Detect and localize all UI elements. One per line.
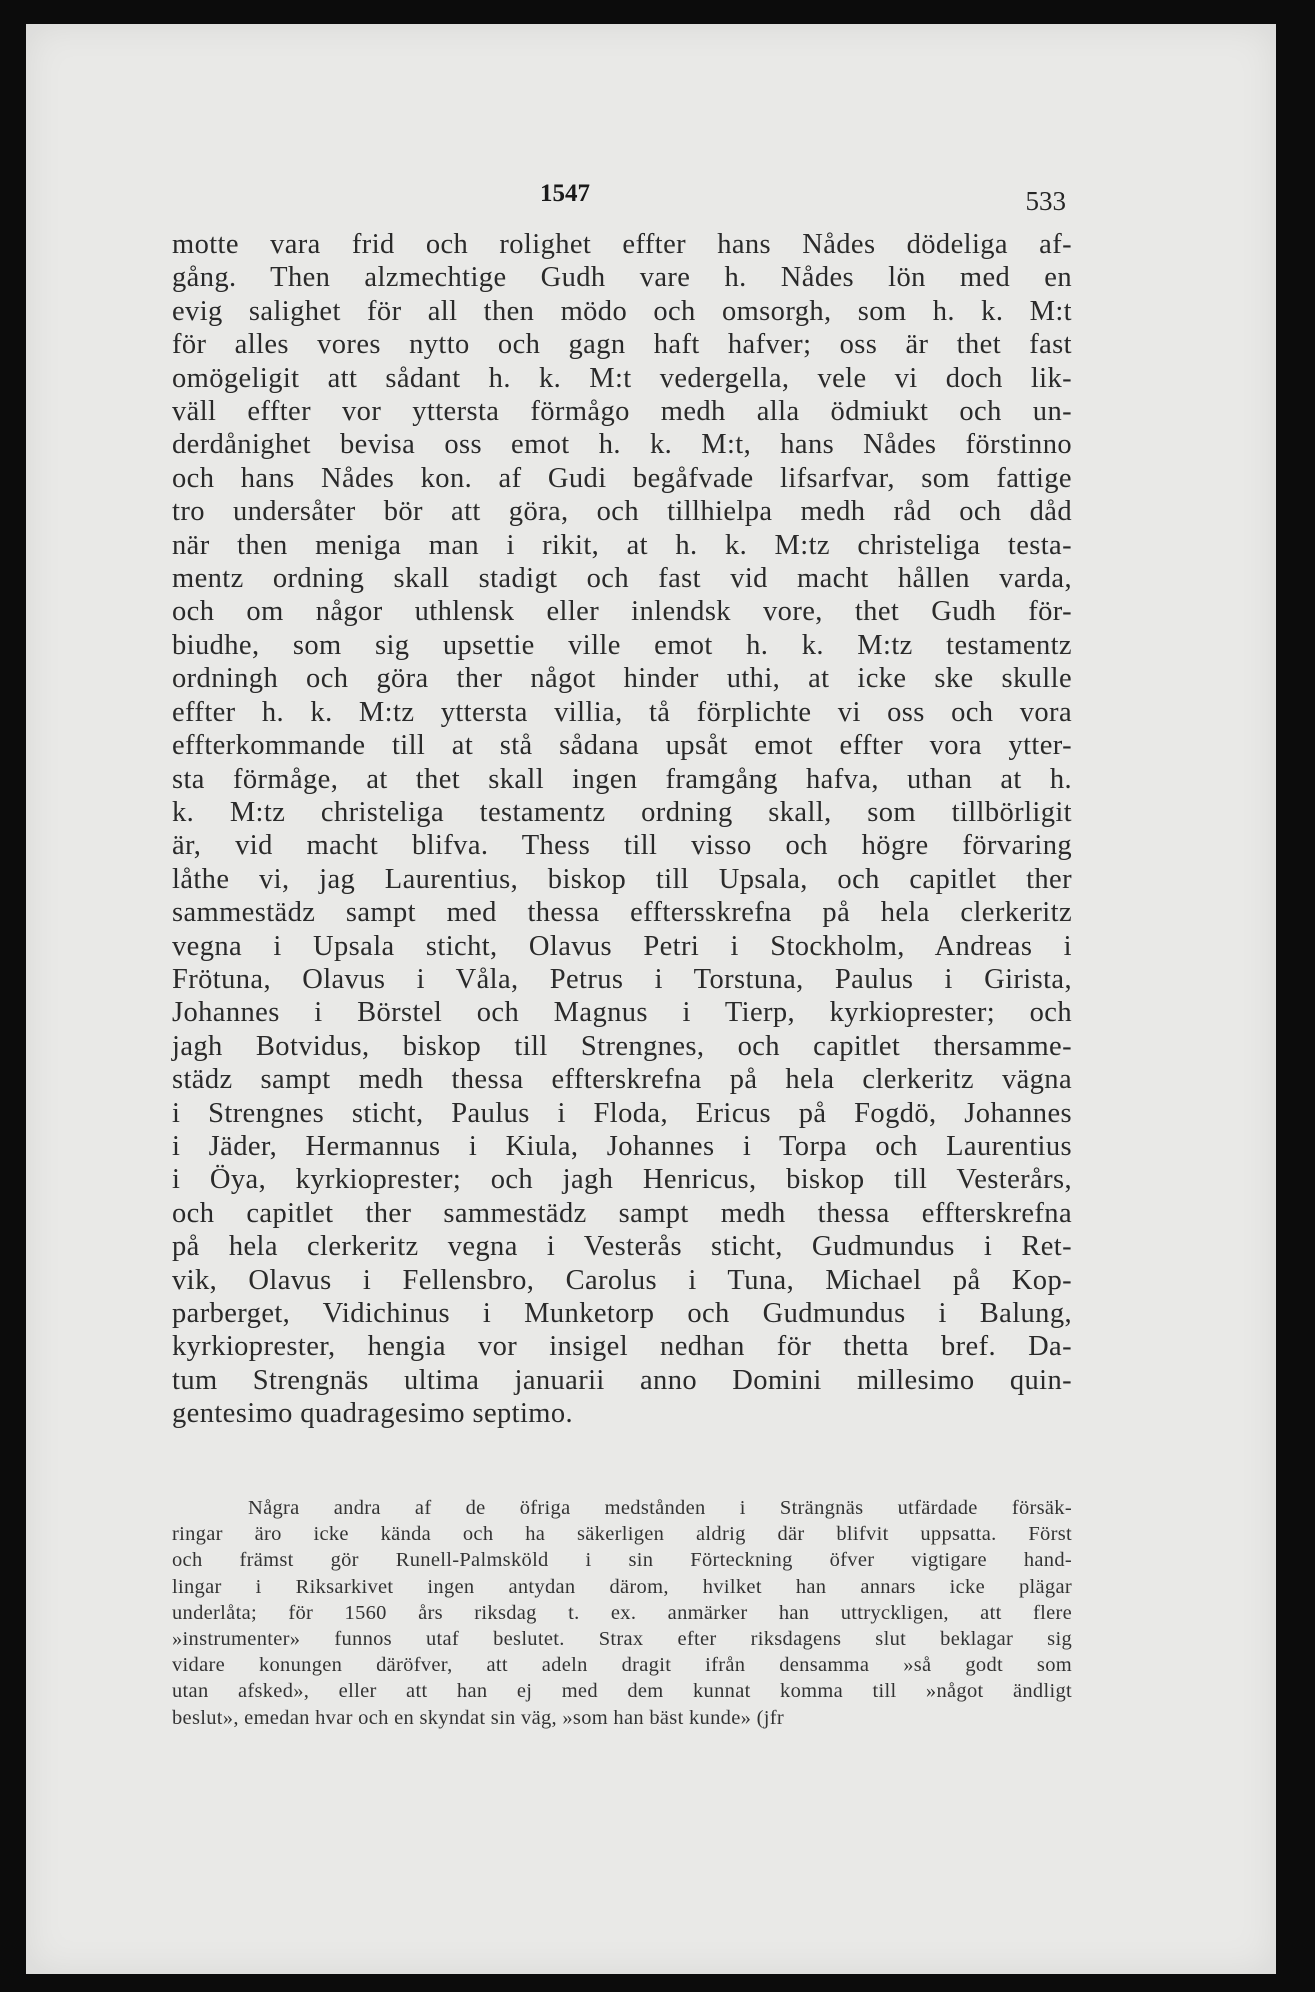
- text-line: i Strengnes sticht, Paulus i Floda, Ericus på Fogdö, Johannes: [172, 1097, 1072, 1129]
- text-line: vegna i Upsala sticht, Olavus Petri i Stockholm, Andreas i: [172, 930, 1072, 962]
- text-line: gång. Then alzmechtige Gudh vare h. Nådes lön med en: [172, 262, 1072, 294]
- footnote-line: ringar äro icke kända och ha säkerligen aldrig där blifvit uppsatta. Först: [172, 1523, 1072, 1546]
- text-line: tro undersåter bör att göra, och tillhielpa medh råd och dåd: [172, 496, 1072, 528]
- footnote-line: Några andra af de öfriga medstånden i Strängnäs utfärdade försäk-: [248, 1497, 1072, 1519]
- text-line: i Öya, kyrkioprester; och jagh Henricus, biskop till Vesterårs,: [172, 1164, 1072, 1196]
- footnote-line: beslut», emedan hvar och en skyndat sin väg, »som han bäst kunde» (jfr: [172, 1706, 784, 1729]
- footnote-line: utan afsked», eller att han ej med dem kunnat komma till »något ändligt: [172, 1680, 1072, 1703]
- text-line: vik, Olavus i Fellensbro, Carolus i Tuna, Michael på Kop-: [172, 1264, 1072, 1296]
- text-line: gentesimo quadragesimo septimo.: [172, 1398, 574, 1430]
- text-line: Johannes i Börstel och Magnus i Tierp, kyrkioprester; och: [172, 997, 1072, 1029]
- text-line: städz sampt medh thessa effterskrefna på hela clerkeritz vägna: [172, 1064, 1072, 1096]
- text-line: ordningh och göra ther något hinder uthi, at icke ske skulle: [172, 663, 1072, 695]
- footnote: [172, 1495, 1072, 1731]
- document-page: [26, 24, 1276, 1974]
- text-line: kyrkioprester, hengia vor insigel nedhan för thetta bref. Da-: [172, 1331, 1072, 1363]
- text-line: låthe vi, jag Laurentius, biskop till Upsala, och capitlet ther: [172, 863, 1072, 895]
- text-line: k. M:tz christeliga testamentz ordning skall, som tillbörligit: [172, 796, 1072, 828]
- text-line: tum Strengnäs ultima januarii anno Domini millesimo quin-: [172, 1364, 1072, 1396]
- text-line: och capitlet ther sammestädz sampt medh thessa effterskrefna: [172, 1197, 1072, 1229]
- running-head-year: 1547: [540, 180, 590, 207]
- text-line: effter h. k. M:tz yttersta villia, tå förplichte vi oss och vora: [172, 696, 1072, 728]
- text-line: på hela clerkeritz vegna i Vesterås sticht, Gudmundus i Ret-: [172, 1231, 1072, 1263]
- text-line: omögeligit att sådant h. k. M:t vedergella, vele vi doch lik-: [172, 362, 1072, 394]
- text-line: motte vara frid och rolighet effter hans Nådes dödeliga af-: [172, 229, 1072, 260]
- text-line: sammestädz sampt med thessa efftersskrefna på hela clerkeritz: [172, 897, 1072, 929]
- text-line: biudhe, som sig upsettie ville emot h. k. M:tz testamentz: [172, 629, 1072, 661]
- text-line: evig salighet för all then mödo och omsorgh, som h. k. M:t: [172, 295, 1072, 327]
- text-line: väll effter vor yttersta förmågo medh alla ödmiukt och un-: [172, 396, 1072, 428]
- main-text: [172, 228, 1072, 1431]
- text-line: och hans Nådes kon. af Gudi begåfvade lifsarfvar, som fattige: [172, 462, 1072, 494]
- text-line: i Jäder, Hermannus i Kiula, Johannes i Torpa och Laurentius: [172, 1130, 1072, 1162]
- footnote-line: »instrumenter» funnos utaf beslutet. Strax efter riksdagens slut beklagar sig: [172, 1628, 1072, 1651]
- text-line: sta förmåge, at thet skall ingen framgång hafva, uthan at h.: [172, 763, 1072, 795]
- text-line: jagh Botvidus, biskop till Strengnes, och capitlet thersamme-: [172, 1030, 1072, 1062]
- footnote-line: underlåta; för 1560 års riksdag t. ex. anmärker han uttryckligen, att flere: [172, 1601, 1072, 1624]
- text-line: parberget, Vidichinus i Munketorp och Gudmundus i Balung,: [172, 1298, 1072, 1329]
- text-line: Frötuna, Olavus i Våla, Petrus i Torstuna, Paulus i Girista,: [172, 963, 1072, 995]
- text-line: effterkommande till at stå sådana upsåt emot effter vora ytter-: [172, 730, 1072, 762]
- footnote-line: och främst gör Runell-Palmsköld i sin Förteckning öfver vigtigare hand-: [172, 1549, 1072, 1572]
- text-line: är, vid macht blifva. Thess till visso och högre förvaring: [172, 830, 1072, 862]
- text-line: mentz ordning skall stadigt och fast vid macht hållen varda,: [172, 563, 1072, 595]
- text-line: derdånighet bevisa oss emot h. k. M:t, hans Nådes förstinno: [172, 429, 1072, 461]
- text-line: för alles vores nytto och gagn haft hafver; oss är thet fast: [172, 329, 1072, 361]
- page-header: [26, 180, 1276, 220]
- footnote-line: lingar i Riksarkivet ingen antydan därom, hvilket han annars icke plägar: [172, 1575, 1072, 1598]
- text-line: när then meniga man i rikit, at h. k. M:tz christeliga testa-: [172, 529, 1072, 561]
- page-number: 533: [1025, 186, 1066, 216]
- text-line: och om någor uthlensk eller inlendsk vore, thet Gudh för-: [172, 596, 1072, 628]
- footnote-line: vidare konungen däröfver, att adeln dragit ifrån densamma »så godt som: [172, 1654, 1072, 1677]
